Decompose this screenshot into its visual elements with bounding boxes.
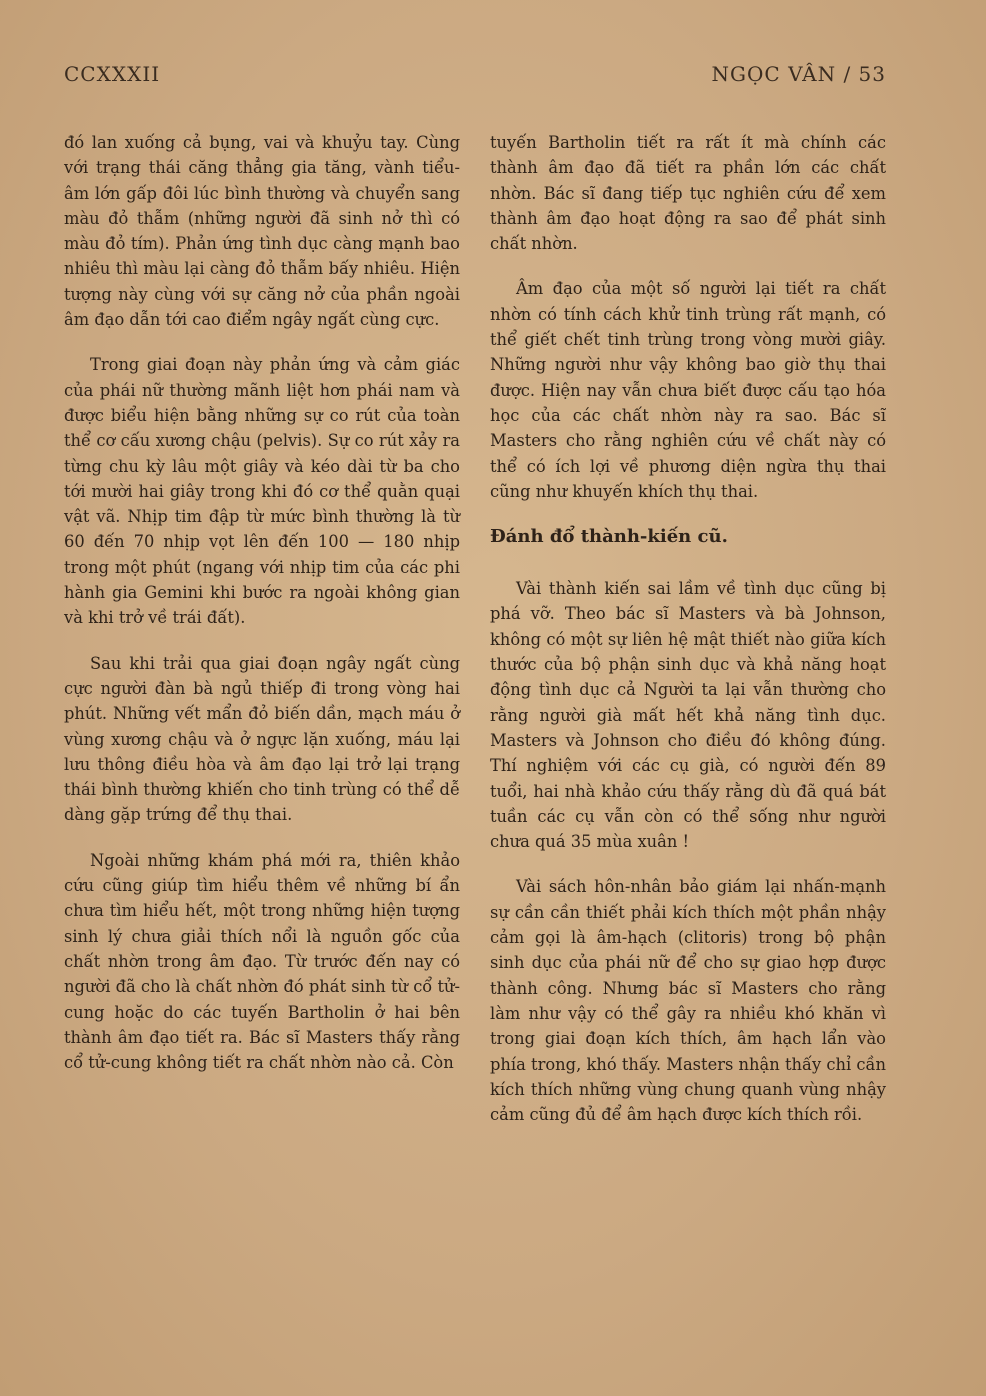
- paragraph: Vài sách hôn-nhân bảo giám lại nhấn-mạnh sự cần cần thiết phải kích thích một phần nhậy cảm gọi là âm-hạch (clitoris) trong bộ phận sinh dục của phái nữ để cho sự giao hợp được thành công. Nhưng bác sĩ Masters cho rằng làm như vậy có thể gây ra nhiều khó khăn vì trong giai đoạn kích thích, âm hạch lẩn vào phía trong, khó thấy. Masters nhận thấy chỉ cần kích thích những vùng chung quanh vùng nhậy cảm cũng đủ để âm hạch được kích thích rồi.: [490, 877, 886, 1125]
- paragraph: Ngoài những khám phá mới ra, thiên khảo cứu cũng giúp tìm hiểu thêm về những bí ẩn chưa tìm hiểu hết, một trong những hiện tượng sinh lý chưa giải thích nổi là nguồn gốc của chất nhờn trong âm đạo. Từ trước đến nay có người đã cho là chất nhờn đó phát sinh từ cổ tử-cung hoặc do các tuyến Bartholin ở hai bên thành âm đạo tiết ra. Bác sĩ Masters thấy rằng cổ tử-cung không tiết ra chất nhờn nào cả. Còn: [64, 850, 460, 1073]
- paragraph: Vài thành kiến sai lầm về tình dục cũng bị phá vỡ. Theo bác sĩ Masters và bà Johnson, không có một sự liên hệ mật thiết nào giữa kích thước của bộ phận sinh dục và khả năng hoạt động tình dục cả Người ta lại vẫn thường cho rằng người già mất hết khả năng tình dục. Masters và Johnson cho điều đó không đúng. Thí nghiệm với các cụ già, có người đến 89 tuổi, hai nhà khảo cứu thấy rằng dù đã quá bát tuần các cụ vẫn còn có thể sống như người chưa quá 35 mùa xuân !: [490, 579, 886, 852]
- paragraph: tuyến Bartholin tiết ra rất ít mà chính các thành âm đạo đã tiết ra phần lớn các chất nhờn. Bác sĩ đang tiếp tục nghiên cứu để xem thành âm đạo hoạt động ra sao để phát sinh chất nhờn.: [490, 133, 886, 254]
- page-header: [64, 56, 886, 92]
- paragraph: đó lan xuống cả bụng, vai và khuỷu tay. Cùng với trạng thái căng thẳng gia tăng, vành tiểu-âm lớn gấp đôi lúc bình thường và chuyển sang màu đỏ thẫm (những người đã sinh nở thì có màu đỏ tím). Phản ứng tình dục càng mạnh bao nhiêu thì màu lại càng đỏ thẫm bấy nhiêu. Hiện tượng này cùng với sự căng nở của phần ngoài âm đạo dẫn tới cao điểm ngây ngất cùng cực.: [64, 133, 460, 330]
- paragraph: Trong giai đoạn này phản ứng và cảm giác của phái nữ thường mãnh liệt hơn phái nam và được biểu hiện bằng những sự co rút của toàn thể cơ cấu xương chậu (pelvis). Sự co rút xảy ra từng chu kỳ lâu một giây và kéo dài từ ba cho tới mười hai giây trong khi đó cơ thể quằn quại vật vã. Nhịp tim đập từ mức bình thường là từ 60 đến 70 nhịp vọt lên đến 100 — 180 nhịp trong một phút (ngang với nhịp tim của các phi hành gia Gemini khi bước ra ngoài không gian và khi trở về trái đất).: [64, 355, 460, 628]
- paragraph: Âm đạo của một số người lại tiết ra chất nhờn có tính cách khử tinh trùng rất mạnh, có thể giết chết tinh trùng trong vòng mười giây. Những người như vậy không bao giờ thụ thai được. Hiện nay vẫn chưa biết được cấu tạo hóa học của các chất nhờn này ra sao. Bác sĩ Masters cho rằng nghiên cứu về chất này có thể có ích lợi về phương diện ngừa thụ thai cũng như khuyến khích thụ thai.: [490, 279, 886, 501]
- paragraph: Sau khi trải qua giai đoạn ngây ngất cùng cực người đàn bà ngủ thiếp đi trong vòng hai phút. Những vết mẩn đỏ biến dần, mạch máu ở vùng xương chậu và ở ngực lặn xuống, máu lại lưu thông điều hòa và âm đạo lại trở lại trạng thái bình thường khiến cho tinh trùng có thể dễ dàng gặp trứng để thụ thai.: [64, 653, 460, 825]
- page-roman-numeral: CCXXXII: [64, 62, 161, 86]
- section-heading: Đánh đổ thành-kiến cũ.: [490, 526, 728, 548]
- left-column: [64, 130, 460, 1095]
- running-title: NGỌC VÂN / 53: [711, 62, 886, 86]
- right-column: [490, 130, 886, 1147]
